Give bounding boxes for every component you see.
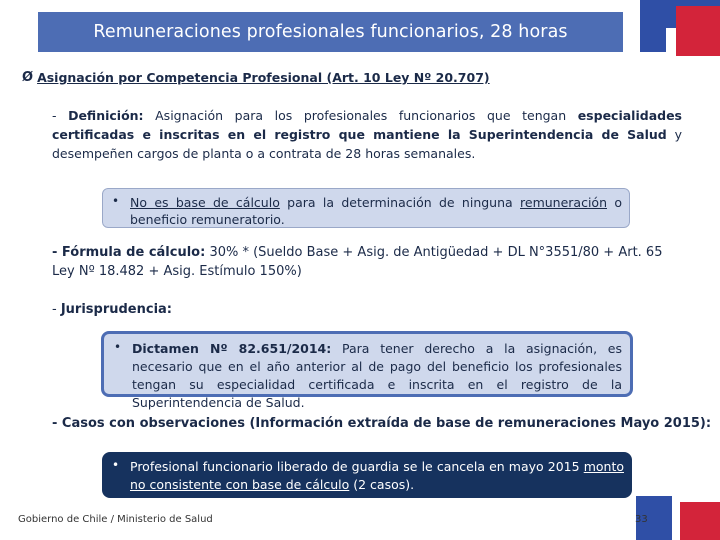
definition-paragraph (52, 106, 682, 163)
formula-paragraph (52, 243, 688, 281)
cases-box (102, 452, 632, 498)
bullet-icon: • (112, 194, 120, 208)
note-underlined-2: remuneración (520, 195, 607, 210)
note-underlined-1: No es base de cálculo (130, 195, 280, 210)
dictamen-text (132, 340, 622, 412)
slide-title-bar (38, 12, 623, 52)
definition-text-1: Asignación para los profesionales funcionarios que tengan (143, 108, 578, 123)
definition-label: Definición: (68, 108, 144, 123)
bullet-icon: • (114, 340, 122, 354)
definition-bold-text: especialidades certificadas e inscritas en el registro que mantiene la Superintendencia de Salud (52, 108, 682, 142)
bullet-icon: • (112, 458, 120, 472)
definition-prefix: - (52, 108, 69, 123)
footer-text: Gobierno de Chile / Ministerio de Salud (18, 514, 213, 525)
cases-text-2: (2 casos). (349, 477, 415, 492)
formula-label: - Fórmula de cálculo: (52, 245, 206, 260)
flag-stripe-red-top (676, 6, 720, 56)
flag-stripe-red-bottom (680, 502, 720, 540)
flag-stripe-blue-left (640, 0, 666, 52)
formula-text: 30% * (Sueldo Base + Asig. de Antigüedad + DL N°3551/80 + Art. 65 Ley Nº 18.482 + Asig. Estímulo 150%) (52, 245, 663, 279)
section-heading (22, 70, 622, 85)
note-text-1: para la determinación de ninguna (279, 195, 521, 210)
note-text-2: o beneficio remuneratorio. (130, 195, 622, 227)
note-box-text (130, 194, 622, 228)
dictamen-box (101, 331, 633, 410)
note-box-calculation-base (100, 186, 632, 230)
dictamen-body: Para tener derecho a la asignación, es necesario que en el año anterior al de pago del beneficio los profesionales tengan su especialidad certificada e inscrita en el registro de la Superintendencia de Salud. (132, 341, 623, 410)
jurisprudence-label: Jurisprudencia: (60, 302, 173, 317)
dictamen-label: Dictamen Nº 82.651/2014: (132, 341, 332, 356)
page-number: 33 (635, 514, 648, 525)
cases-underlined: monto no consistente con base de cálculo (130, 459, 624, 492)
definition-text-2: y desempeñen cargos de planta o a contrata de 28 horas semanales. (52, 127, 682, 161)
cases-text-1: Profesional funcionario liberado de guardia se le cancela en mayo 2015 (130, 459, 584, 474)
cases-heading: - Casos con observaciones (Información extraída de base de remuneraciones Mayo 2015): (52, 416, 712, 431)
arrow-bullet-icon: Ø (22, 70, 34, 85)
slide-title: Remuneraciones profesionales funcionarios, 28 horas (93, 22, 568, 42)
jurisprudence-prefix: - (52, 302, 61, 317)
cases-text (130, 458, 624, 494)
jurisprudence-heading (52, 302, 172, 317)
section-heading-text: Asignación por Competencia Profesional (Art. 10 Ley Nº 20.707) (37, 70, 490, 85)
